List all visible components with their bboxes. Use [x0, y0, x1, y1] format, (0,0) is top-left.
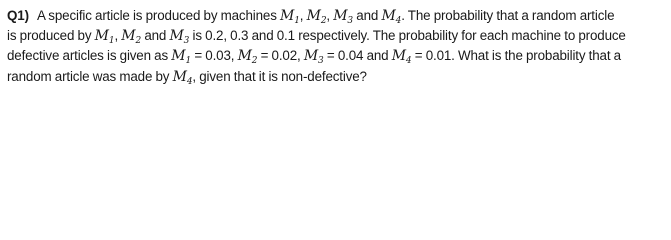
machine-m4: $M_4$	[381, 8, 402, 26]
question-line-3: defective articles is given as $M_1 = 0.03$, $M_2 = 0.02$, $M_3 = 0.04$ and $M_4 = 0.01$. What is the probability that a	[7, 48, 621, 67]
machine-m1: $M_1$	[171, 48, 192, 67]
machine-m1: $M_1$	[280, 8, 300, 26]
machine-m4: $M_4$	[172, 68, 193, 87]
machine-m3: $M_3$	[303, 48, 324, 67]
machine-m4: $M_4$	[391, 48, 412, 67]
machine-m2: $M_2$	[237, 48, 258, 67]
question-text: A specific article is produced by machines	[37, 8, 281, 23]
question-block	[7, 6, 667, 87]
machine-m2: $M_2$	[121, 28, 142, 47]
question-line-4: random article was made by $M_4$, given that it is non-defective?	[7, 68, 367, 87]
question-line-2: is produced by $M_1$, $M_2$ and $M_3$ is 0.2, 0.3 and 0.1 respectively. The probability for each machine to produce	[7, 28, 626, 47]
machine-m1: $M_1$	[94, 28, 115, 47]
machine-m2: $M_2$	[306, 8, 327, 26]
machine-m3: $M_3$	[169, 28, 190, 47]
question-number: Q1)	[7, 8, 29, 23]
machine-m3: $M_3$	[333, 8, 353, 26]
question-line-1: Q1) A specific article is produced by machines $M_1$, $M_2$, $M_3$ and $M_4$. The probability that a random article	[7, 8, 615, 26]
